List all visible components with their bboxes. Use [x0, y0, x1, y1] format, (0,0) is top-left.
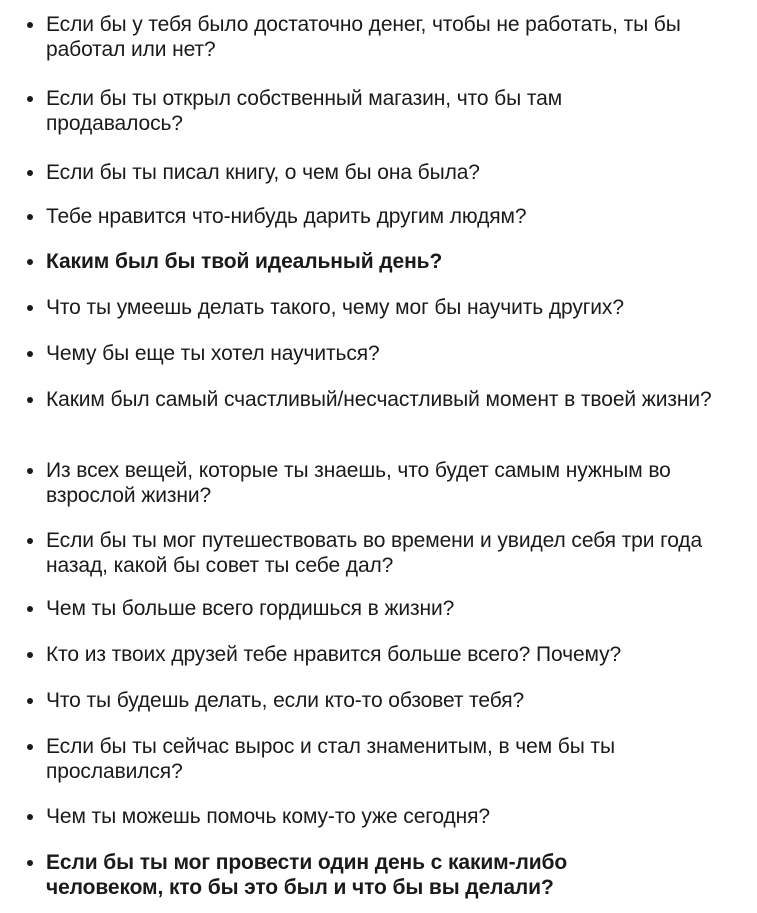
question-text: Если бы ты открыл собственный магазин, что бы там продавалось? — [46, 87, 563, 135]
question-item — [46, 341, 736, 366]
question-item — [46, 295, 736, 320]
question-text: Если бы ты писал книгу, о чем бы она была? — [46, 161, 480, 184]
question-text: Каким был самый счастливый/несчастливый момент в твоей жизни? — [46, 388, 712, 411]
bullet-icon — [27, 652, 33, 658]
bullet-icon — [27, 214, 33, 220]
bullet-icon — [27, 351, 33, 357]
question-item — [46, 458, 736, 508]
bullet-icon — [27, 698, 33, 704]
question-item — [46, 387, 736, 412]
question-text: Кто из твоих друзей тебе нравится больше всего? Почему? — [46, 643, 622, 666]
bullet-icon — [27, 860, 33, 866]
bullet-icon — [27, 814, 33, 820]
question-item — [46, 850, 736, 900]
question-item — [46, 642, 736, 667]
question-text: Чем ты можешь помочь кому-то уже сегодня? — [46, 805, 491, 828]
question-item — [46, 734, 736, 784]
bullet-icon — [27, 22, 33, 28]
question-text: Если бы у тебя было достаточно денег, чтобы не работать, ты бы работал или нет? — [46, 13, 681, 61]
question-text: Из всех вещей, которые ты знаешь, что будет самым нужным во взрослой жизни? — [46, 459, 671, 507]
question-text: Что ты умеешь делать такого, чему мог бы научить других? — [46, 296, 624, 319]
bullet-icon — [27, 170, 33, 176]
question-text: Чем ты больше всего гордишься в жизни? — [46, 597, 455, 620]
question-text: Если бы ты мог путешествовать во времени и увидел себя три года назад, какой бы совет ты себе дал? — [46, 529, 703, 577]
bullet-icon — [27, 468, 33, 474]
question-item — [46, 86, 736, 136]
question-text: Чему бы еще ты хотел научиться? — [46, 342, 380, 365]
question-text: Если бы ты мог провести один день с каким-либо человеком, кто бы это был и что бы вы делали? — [46, 851, 568, 899]
question-text: Что ты будешь делать, если кто-то обзовет тебя? — [46, 689, 525, 712]
bullet-icon — [27, 606, 33, 612]
bullet-icon — [27, 397, 33, 403]
question-item — [46, 804, 736, 829]
question-item — [46, 596, 736, 621]
question-item — [46, 12, 736, 62]
question-text: Каким был бы твой идеальный день? — [46, 250, 443, 273]
bullet-icon — [27, 538, 33, 544]
question-text: Если бы ты сейчас вырос и стал знаменитым, в чем бы ты прославился? — [46, 735, 615, 783]
bullet-icon — [27, 259, 33, 265]
question-item — [46, 688, 736, 713]
question-item — [46, 528, 736, 578]
bullet-icon — [27, 744, 33, 750]
question-item — [46, 204, 736, 229]
bullet-icon — [27, 305, 33, 311]
question-text: Тебе нравится что-нибудь дарить другим людям? — [46, 205, 527, 228]
question-item — [46, 160, 736, 185]
question-item — [46, 249, 736, 274]
bullet-icon — [27, 96, 33, 102]
